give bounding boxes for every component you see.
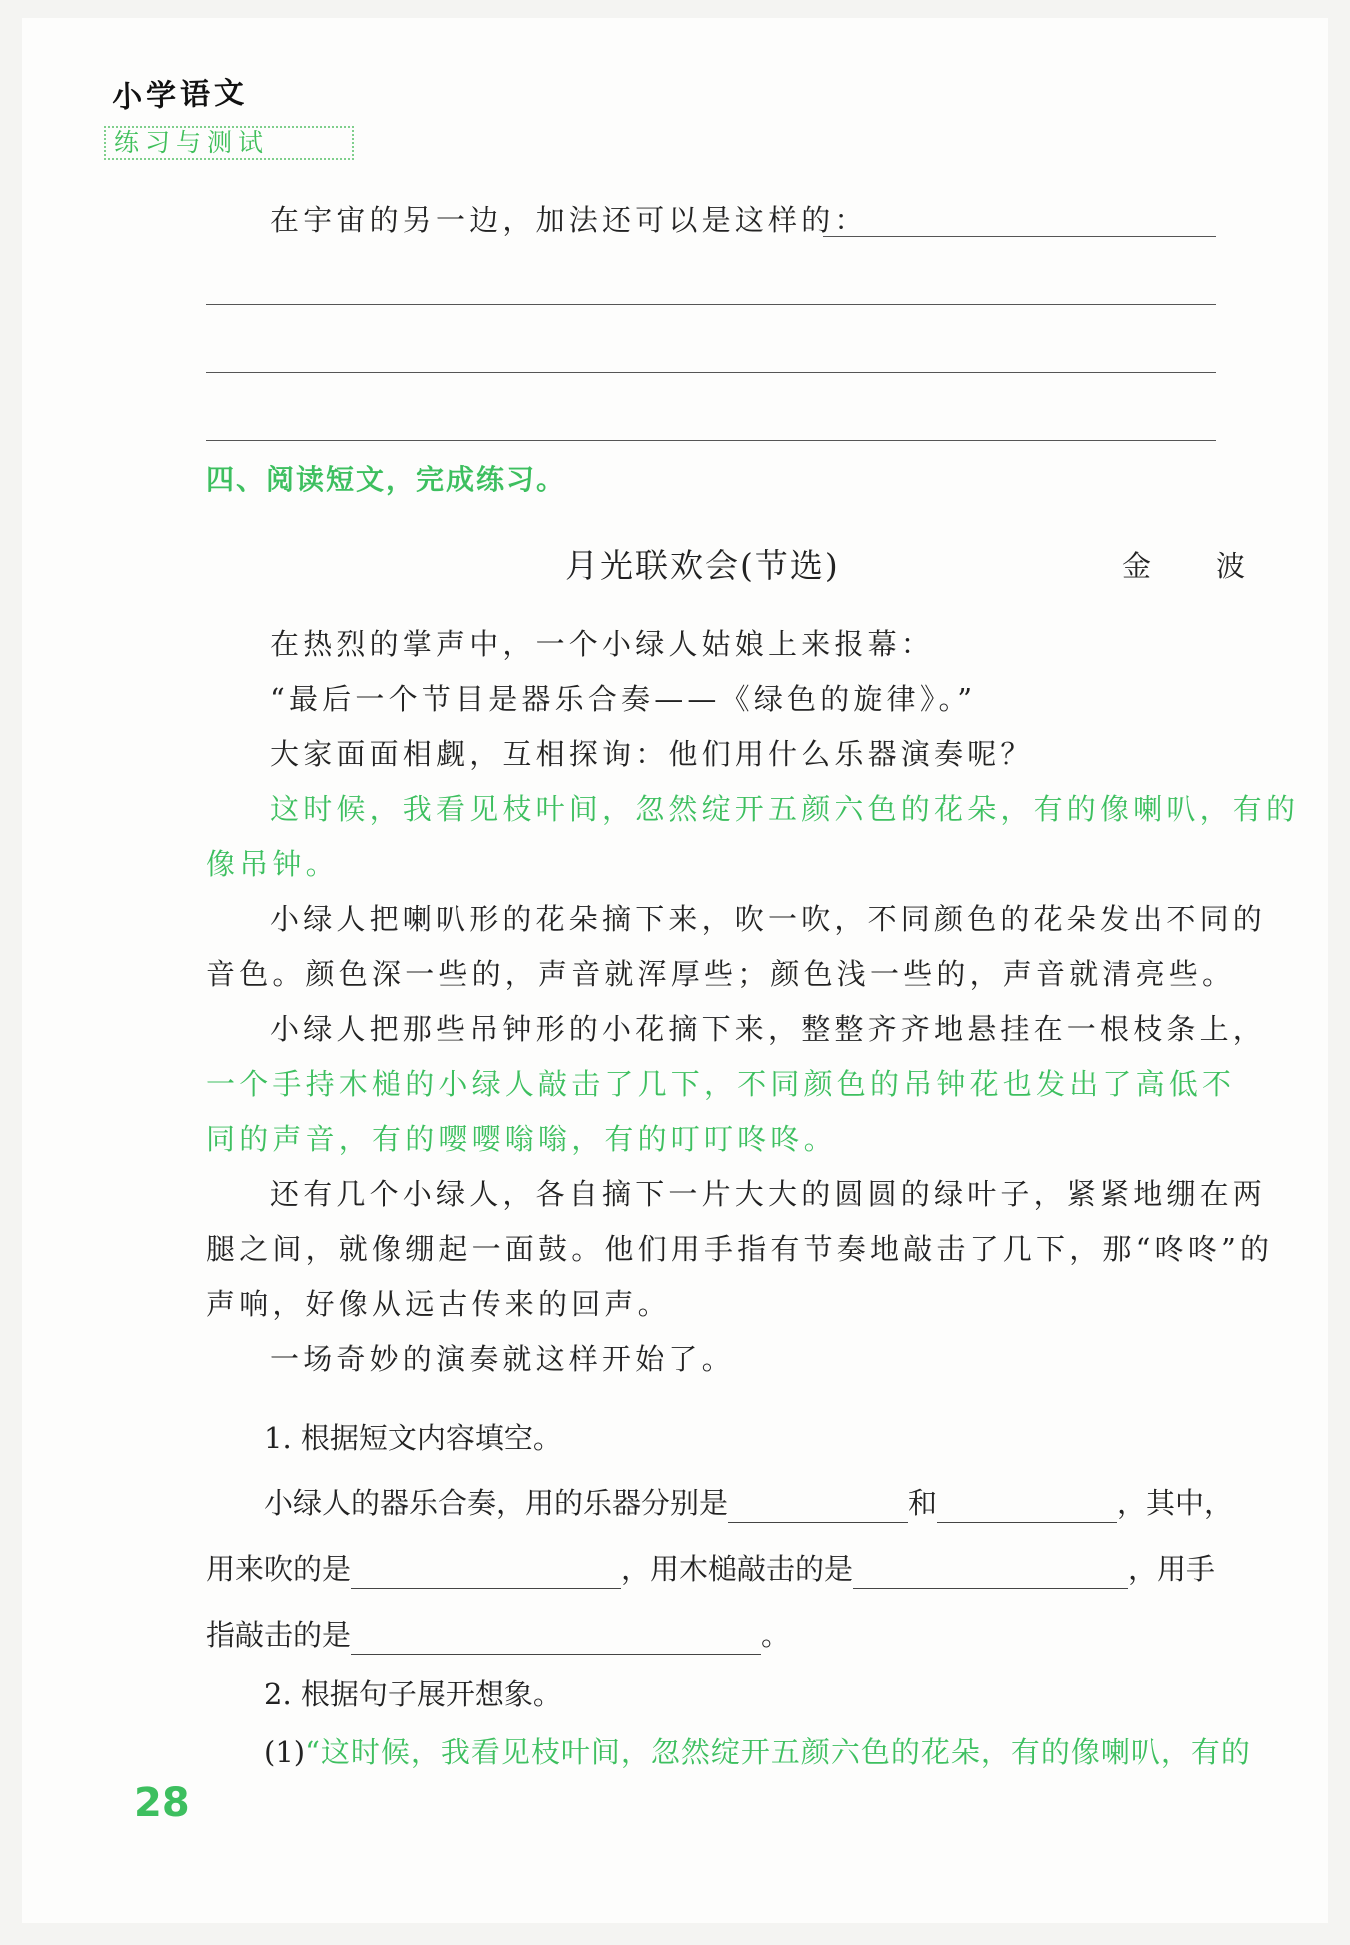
sub-question-number: (1) <box>264 1735 306 1769</box>
fill-text: 。 <box>761 1618 791 1652</box>
fill-blank[interactable] <box>937 1490 1117 1523</box>
story-paragraph: 声响，好像从远古传来的回声。 <box>206 1287 671 1321</box>
story-paragraph: 在热烈的掌声中，一个小绿人姑娘上来报幕： <box>270 627 935 661</box>
question-2-1 <box>264 1732 1251 1772</box>
fill-text: 指敲击的是 <box>206 1618 352 1652</box>
highlighted-sentence: 像吊钟。 <box>206 847 339 881</box>
story-paragraph: 音色。颜色深一些的，声音就浑厚些；颜色浅一些的，声音就清亮些。 <box>206 957 1236 991</box>
story-title: 月光联欢会(节选) <box>565 546 840 585</box>
story-paragraph: “最后一个节目是器乐合奏——《绿色的旋律》。” <box>270 682 977 716</box>
fill-text: 用来吹的是 <box>206 1552 352 1586</box>
fill-blank[interactable] <box>853 1556 1128 1589</box>
book-subtitle: 练习与测试 <box>104 126 354 160</box>
fill-blank[interactable] <box>351 1622 761 1655</box>
question-1-line-2 <box>206 1549 1215 1589</box>
story-paragraph: 一场奇妙的演奏就这样开始了。 <box>270 1342 735 1376</box>
fill-blank[interactable] <box>351 1556 621 1589</box>
page-number: 28 <box>134 1780 190 1826</box>
question-1-title: 1. 根据短文内容填空。 <box>264 1421 562 1455</box>
story-paragraph: 腿之间，就像绷起一面鼓。他们用手指有节奏地敲击了几下，那“咚咚”的 <box>206 1232 1274 1266</box>
fill-text: 小绿人的器乐合奏，用的乐器分别是 <box>264 1486 729 1520</box>
story-author: 金 波 <box>1122 549 1264 583</box>
question-2-title: 2. 根据句子展开想象。 <box>264 1677 562 1711</box>
fill-text: ，用木槌敲击的是 <box>621 1552 854 1586</box>
story-paragraph: 大家面面相觑，互相探询：他们用什么乐器演奏呢？ <box>270 737 1034 771</box>
answer-line[interactable] <box>206 440 1216 441</box>
story-paragraph: 小绿人把喇叭形的花朵摘下来，吹一吹，不同颜色的花朵发出不同的 <box>270 902 1267 936</box>
fill-text: 和 <box>908 1486 938 1520</box>
fill-blank[interactable] <box>728 1490 908 1523</box>
highlighted-sentence: 一个手持木槌的小绿人敲击了几下，不同颜色的吊钟花也发出了高低不 <box>206 1067 1236 1101</box>
answer-line[interactable] <box>206 304 1216 305</box>
answer-line[interactable] <box>823 236 1216 237</box>
highlighted-sentence: “这时候，我看见枝叶间，忽然绽开五颜六色的花朵，有的像喇叭，有的 <box>305 1735 1251 1769</box>
highlighted-sentence: 这时候，我看见枝叶间，忽然绽开五颜六色的花朵，有的像喇叭，有的 <box>270 792 1300 826</box>
fill-text: ，其中， <box>1117 1486 1234 1520</box>
story-paragraph: 小绿人把那些吊钟形的小花摘下来，整整齐齐地悬挂在一根枝条上， <box>270 1012 1267 1046</box>
fill-text: ，用手 <box>1128 1552 1216 1586</box>
question-1-line-3 <box>206 1615 790 1655</box>
prev-question-prompt: 在宇宙的另一边，加法还可以是这样的： <box>270 203 868 237</box>
book-title: 小学语文 <box>111 75 249 116</box>
question-1-line-1 <box>264 1483 1233 1523</box>
answer-line[interactable] <box>206 372 1216 373</box>
story-paragraph: 还有几个小绿人，各自摘下一片大大的圆圆的绿叶子，紧紧地绷在两 <box>270 1177 1267 1211</box>
highlighted-sentence: 同的声音，有的嘤嘤嗡嗡，有的叮叮咚咚。 <box>206 1122 837 1156</box>
section-heading: 四、阅读短文，完成练习。 <box>206 463 567 496</box>
